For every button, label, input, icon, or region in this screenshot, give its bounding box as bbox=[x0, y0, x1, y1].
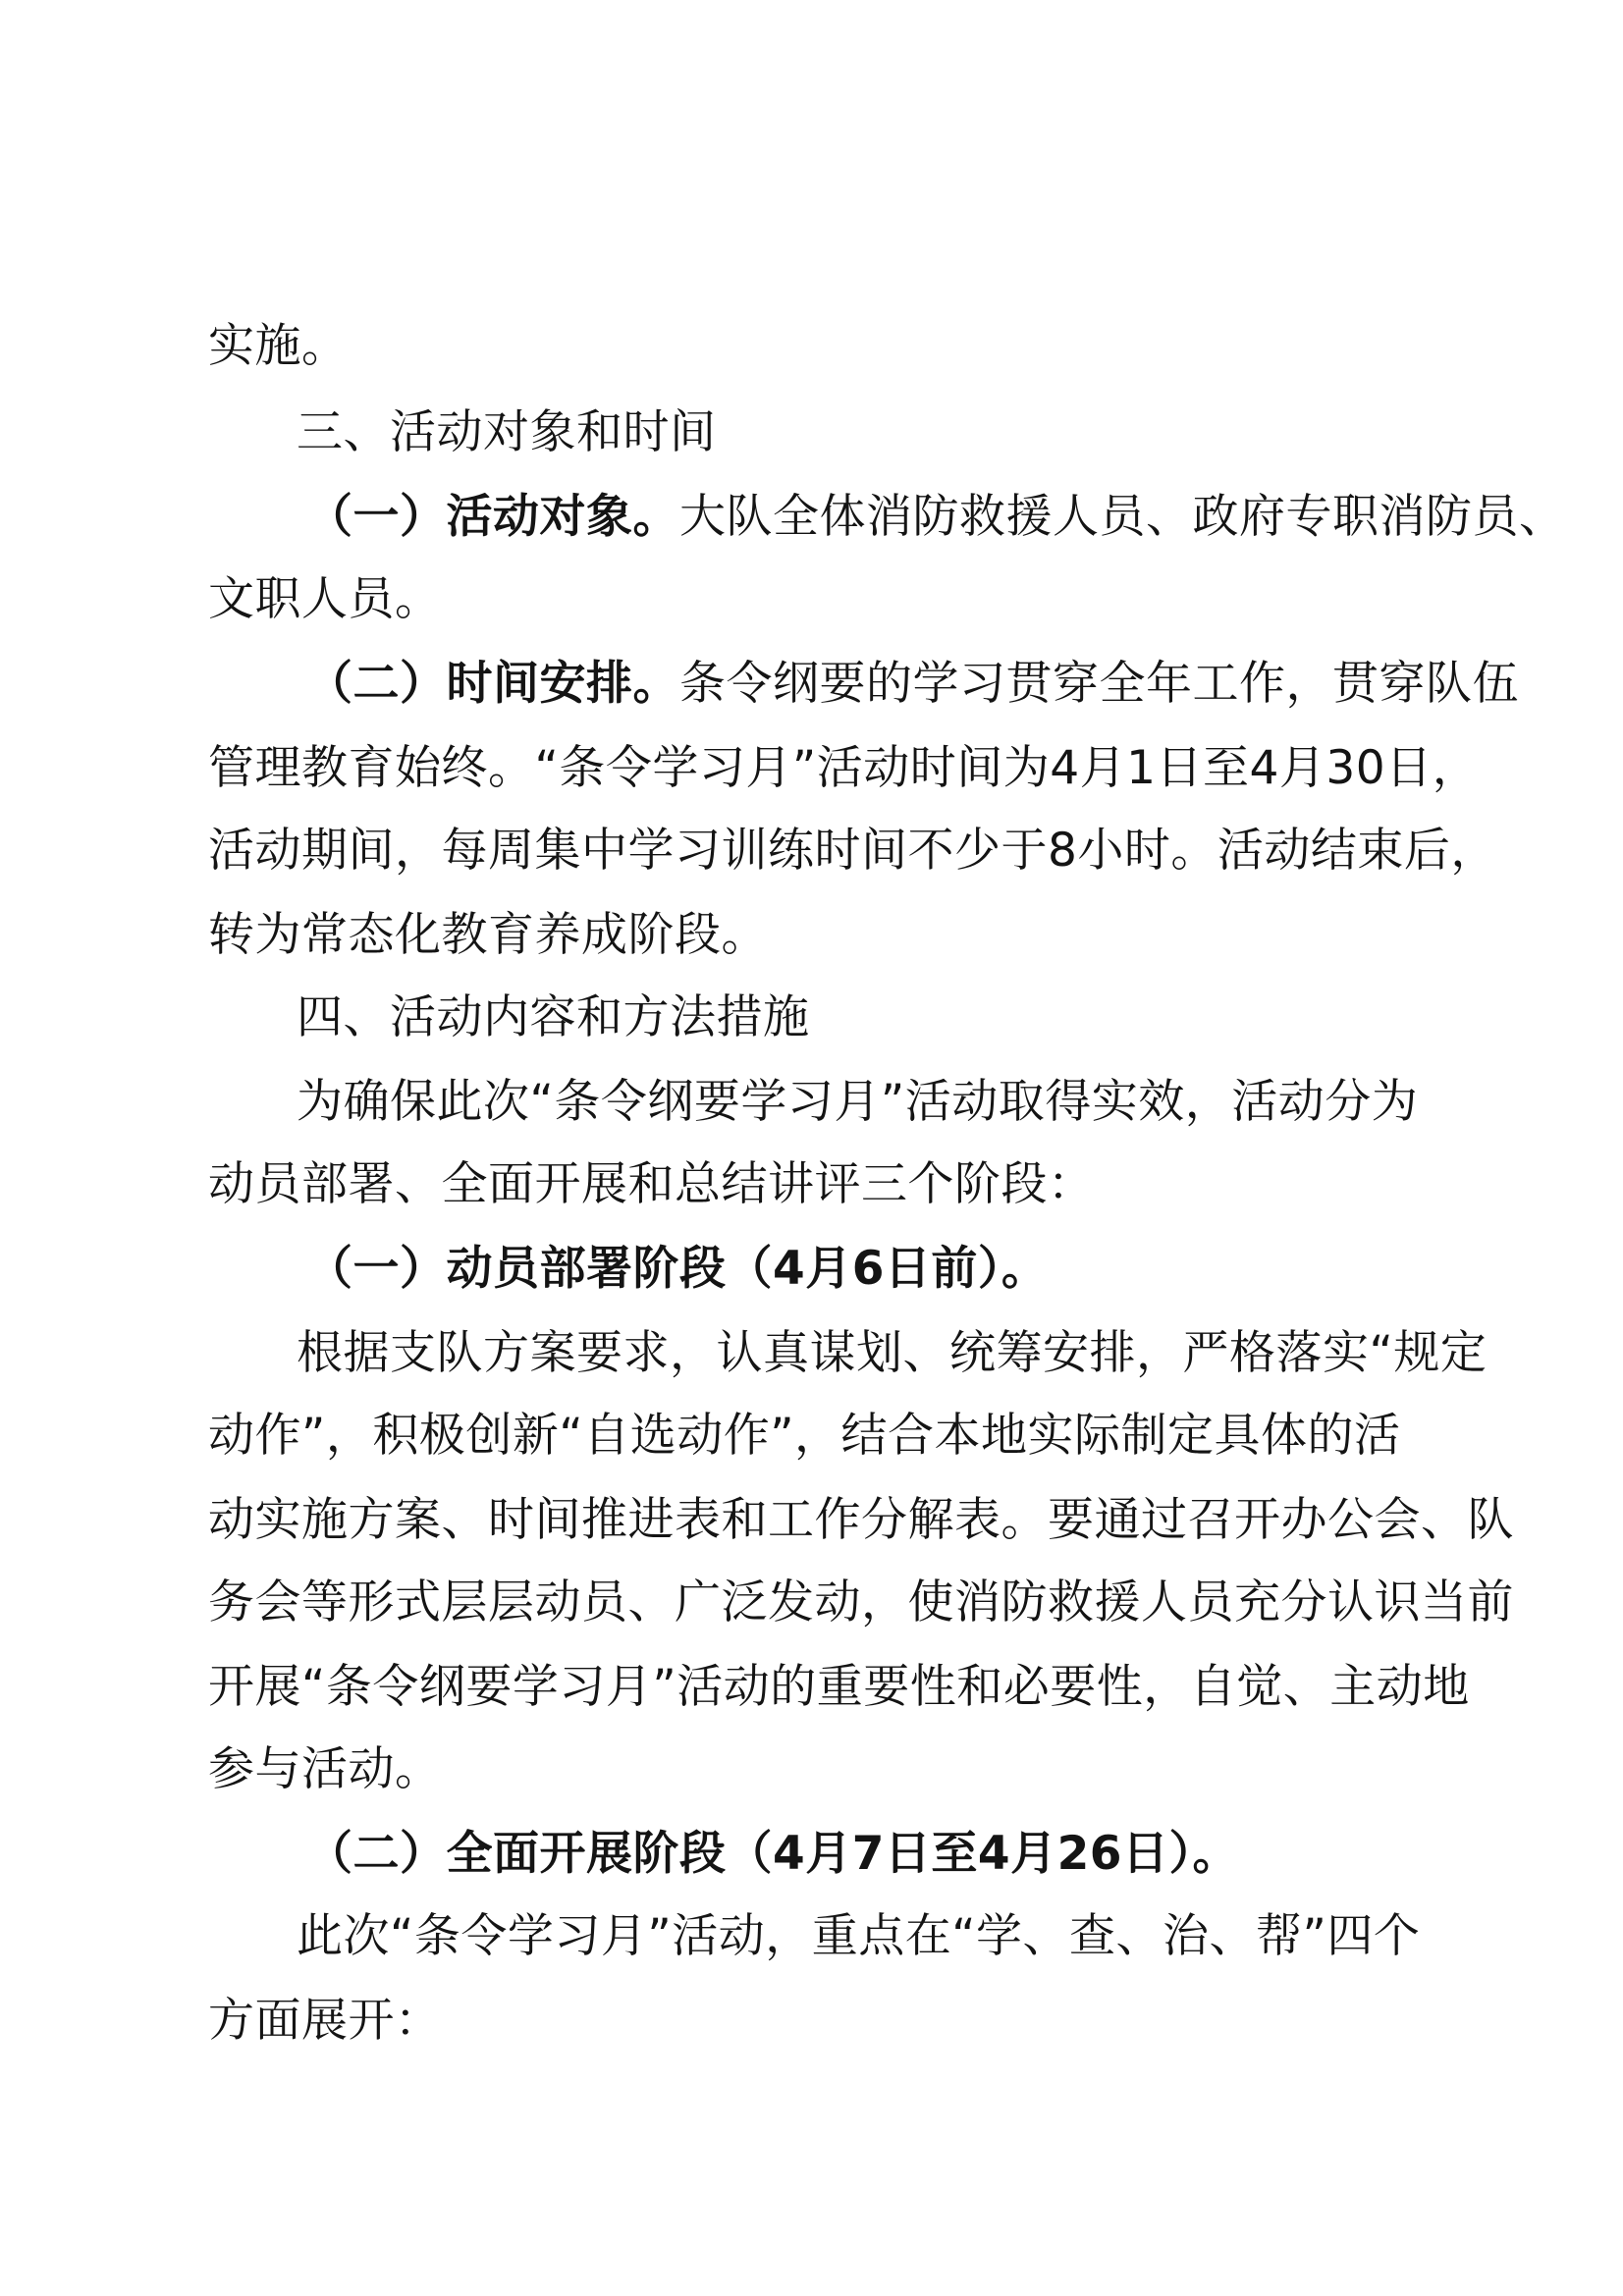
text-line: 转为常态化教育养成阶段。 bbox=[208, 908, 768, 962]
text-line: 实施。 bbox=[208, 319, 349, 373]
text-line: 开展“条令纲要学习月”活动的重要性和必要性，自觉、主动地 bbox=[208, 1660, 1470, 1714]
text-line: 动作”，积极创新“自选动作”，结合本地实际制定具体的活 bbox=[208, 1409, 1401, 1463]
text-line: 务会等形式层层动员、广泛发动，使消防救援人员充分认识当前 bbox=[208, 1575, 1514, 1629]
section-heading: 三、活动对象和时间 bbox=[297, 405, 717, 459]
text-line bbox=[306, 654, 1519, 715]
text-line: 方面展开： bbox=[208, 1994, 442, 2048]
text-line: 此次“条令学习月”活动，重点在“学、查、治、帮”四个 bbox=[297, 1909, 1421, 1963]
section-heading: 四、活动内容和方法措施 bbox=[297, 990, 810, 1044]
text-line: 活动期间，每周集中学习训练时间不少于8小时。活动结束后， bbox=[208, 824, 1497, 878]
text-line bbox=[306, 487, 1566, 548]
subsection-heading: （一）活动对象。 bbox=[306, 490, 679, 544]
subsection-heading: （二）全面开展阶段（4月7日至4月26日）。 bbox=[306, 1827, 1240, 1881]
subsection-heading: （二）时间安排。 bbox=[306, 657, 679, 711]
text-run: 大队全体消防救援人员、政府专职消防员、 bbox=[679, 490, 1566, 544]
text-line: 参与活动。 bbox=[208, 1742, 442, 1796]
text-line: 为确保此次“条令纲要学习月”活动取得实效，活动分为 bbox=[297, 1075, 1419, 1129]
text-run: 条令纲要的学习贯穿全年工作，贯穿队伍 bbox=[679, 657, 1519, 711]
text-line: 文职人员。 bbox=[208, 572, 442, 626]
subsection-heading: （一）动员部署阶段（4月6日前）。 bbox=[306, 1242, 1049, 1296]
text-line: 管理教育始终。“条令学习月”活动时间为4月1日至4月30日， bbox=[208, 741, 1480, 795]
text-line: 根据支队方案要求，认真谋划、统筹安排，严格落实“规定 bbox=[297, 1326, 1488, 1380]
text-line: 动实施方案、时间推进表和工作分解表。要通过召开办公会、队 bbox=[208, 1493, 1514, 1547]
text-line: 动员部署、全面开展和总结讲评三个阶段： bbox=[208, 1157, 1095, 1211]
